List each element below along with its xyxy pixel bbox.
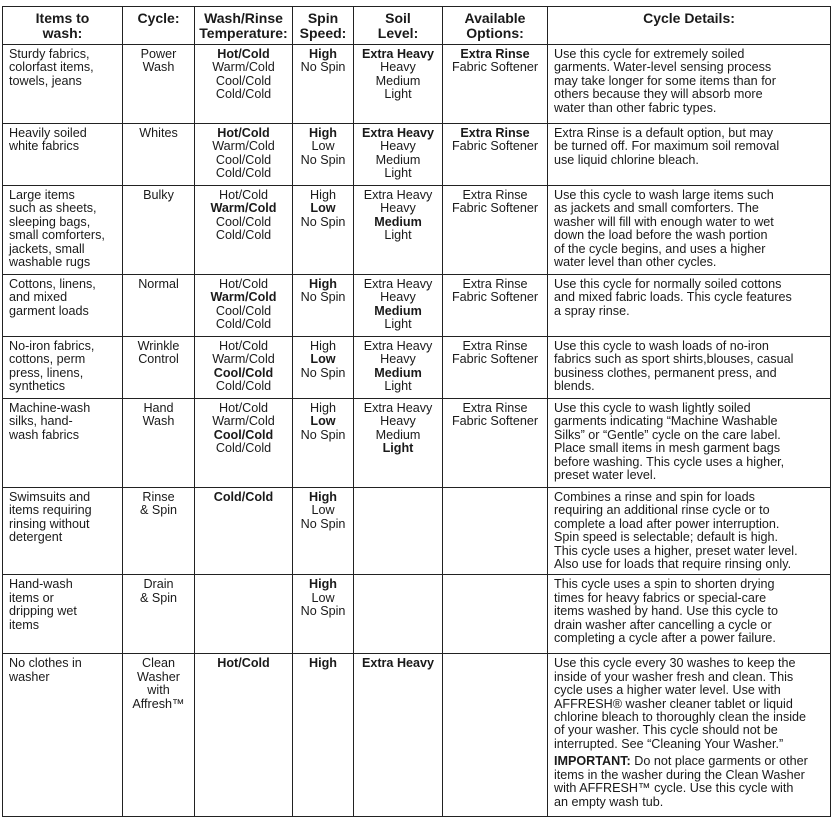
cycle-details-text bbox=[554, 402, 826, 482]
cycle-details-text bbox=[554, 578, 826, 645]
header-text: Level: bbox=[377, 25, 419, 41]
temperature-cell bbox=[195, 654, 293, 817]
header-soil-level bbox=[354, 7, 443, 45]
options-cell bbox=[443, 124, 548, 186]
cycle-line: Washer bbox=[137, 669, 180, 684]
cycle-details-cell bbox=[548, 275, 831, 337]
options-cell bbox=[443, 575, 548, 654]
temp-line: Cold/Cold bbox=[215, 228, 272, 243]
soil-line: Light bbox=[384, 166, 412, 181]
spin-line: High bbox=[309, 277, 337, 291]
cycle-line: Hand bbox=[143, 401, 174, 415]
spin-line: High bbox=[309, 656, 337, 671]
soil-line: Extra Heavy bbox=[363, 339, 433, 353]
temp-line: Warm/Cold bbox=[212, 414, 275, 429]
items-cell bbox=[3, 186, 123, 275]
details-line: Use this cycle to wash loads of no-iron bbox=[554, 339, 769, 353]
items-line: detergent bbox=[9, 530, 63, 545]
options-line: Fabric Softener bbox=[451, 290, 539, 305]
temp-line: Cool/Cold bbox=[213, 365, 274, 380]
temp-line: Hot/Cold bbox=[219, 277, 268, 291]
temp-line: Hot/Cold bbox=[217, 126, 270, 140]
details-line: preset water level. bbox=[554, 468, 657, 483]
cycle-cell bbox=[123, 488, 195, 575]
temperature-cell bbox=[195, 575, 293, 654]
cycle-cell bbox=[123, 186, 195, 275]
options-line: Extra Rinse bbox=[460, 126, 530, 140]
details-line: cycle uses a higher water level. Use with bbox=[554, 683, 781, 698]
cycle-details-cell bbox=[548, 186, 831, 275]
details-line: Use this cycle to wash large items such bbox=[554, 188, 774, 202]
details-line: of your washer. This cycle should not be bbox=[554, 723, 778, 738]
details-line: inside of your washer fresh and clean. This bbox=[554, 669, 794, 684]
soil-line: Extra Heavy bbox=[361, 47, 435, 61]
spin-speed-cell bbox=[293, 654, 354, 817]
spin-line: No Spin bbox=[300, 60, 346, 75]
temp-line: Cold/Cold bbox=[215, 317, 272, 332]
cycle-line: Normal bbox=[138, 277, 179, 291]
cycle-details-text bbox=[554, 340, 826, 394]
cycle-line: Rinse bbox=[142, 490, 175, 504]
items-line: Swimsuits and bbox=[9, 490, 91, 504]
items-cell bbox=[3, 575, 123, 654]
header-temperature bbox=[195, 7, 293, 45]
soil-level-cell bbox=[354, 124, 443, 186]
spin-line: Low bbox=[310, 201, 336, 216]
soil-level-cell bbox=[354, 654, 443, 817]
items-cell bbox=[3, 124, 123, 186]
spin-line: High bbox=[310, 401, 336, 415]
spin-speed-cell bbox=[293, 186, 354, 275]
header-items bbox=[3, 7, 123, 45]
details-line: as jackets and small comforters. The bbox=[554, 201, 759, 216]
items-cell bbox=[3, 399, 123, 488]
spin-line: No Spin bbox=[300, 604, 346, 619]
details-line: washer will fill with enough water to wet bbox=[554, 214, 774, 229]
details-line: Combines a rinse and spin for loads bbox=[554, 490, 755, 504]
soil-line: Extra Heavy bbox=[361, 656, 435, 671]
soil-level-cell bbox=[354, 488, 443, 575]
items-cell bbox=[3, 654, 123, 817]
soil-line: Medium bbox=[374, 214, 422, 229]
items-line: synthetics bbox=[9, 379, 65, 394]
spin-line: No Spin bbox=[300, 214, 346, 229]
details-line: may take longer for some items than for bbox=[554, 73, 776, 88]
details-line: Silks” or “Gentle” cycle on the care label. bbox=[554, 427, 781, 442]
header-text: Soil bbox=[385, 10, 411, 26]
soil-level-cell bbox=[354, 45, 443, 124]
cycle-details-text bbox=[554, 278, 826, 318]
cycle-cell bbox=[123, 275, 195, 337]
items-line: rinsing without bbox=[9, 516, 90, 531]
items-line: items bbox=[9, 617, 40, 632]
details-line: interrupted. See “Cleaning Your Washer.” bbox=[554, 736, 784, 751]
items-line: items requiring bbox=[9, 503, 92, 518]
items-line: such as sheets, bbox=[9, 201, 97, 216]
details-line: Spin speed is selectable; default is high. bbox=[554, 530, 779, 545]
temp-line: Warm/Cold bbox=[210, 290, 277, 305]
cycle-details-cell bbox=[548, 337, 831, 399]
spin-speed-cell bbox=[293, 45, 354, 124]
details-line: Use this cycle for normally soiled cottons bbox=[554, 277, 782, 291]
soil-level-cell bbox=[354, 399, 443, 488]
spin-line: Low bbox=[310, 414, 336, 429]
cycle-line: with bbox=[147, 683, 170, 698]
details-line: items washed by hand. Use this cycle to bbox=[554, 604, 778, 619]
soil-line: Heavy bbox=[380, 201, 416, 216]
items-line: washer bbox=[9, 669, 50, 684]
soil-line: Extra Heavy bbox=[363, 277, 433, 291]
spin-speed-cell bbox=[293, 399, 354, 488]
soil-line: Light bbox=[384, 228, 412, 243]
items-line: items or bbox=[9, 590, 54, 605]
details-line: Use this cycle for extremely soiled bbox=[554, 47, 745, 61]
cycle-line: Drain bbox=[143, 577, 174, 592]
cycle-line: & Spin bbox=[139, 503, 178, 518]
temp-line: Warm/Cold bbox=[212, 352, 275, 367]
temp-line: Warm/Cold bbox=[210, 201, 277, 216]
soil-line: Medium bbox=[374, 365, 422, 380]
items-line: Large items bbox=[9, 188, 75, 202]
spin-speed-cell bbox=[293, 575, 354, 654]
cycle-details-text bbox=[554, 127, 826, 167]
temp-line: Cool/Cold bbox=[215, 73, 272, 88]
table-row bbox=[3, 575, 831, 654]
items-line: Sturdy fabrics, bbox=[9, 47, 90, 61]
details-line: Use this cycle to wash lightly soiled bbox=[554, 401, 751, 415]
items-line: washable rugs bbox=[9, 255, 91, 270]
cycle-cell bbox=[123, 654, 195, 817]
items-line: and mixed bbox=[9, 290, 68, 305]
items-line: wash fabrics bbox=[9, 427, 79, 442]
table-row bbox=[3, 275, 831, 337]
items-line: Heavily soiled bbox=[9, 126, 87, 140]
header-text: Cycle: bbox=[137, 10, 180, 26]
cycle-details-text bbox=[554, 491, 826, 571]
items-cell bbox=[3, 488, 123, 575]
important-note bbox=[554, 755, 826, 809]
cycle-details-cell bbox=[548, 654, 831, 817]
cycle-line: Clean bbox=[142, 656, 175, 671]
spin-line: High bbox=[309, 577, 337, 592]
temp-line: Cold/Cold bbox=[213, 490, 274, 504]
details-line: water than other fabric types. bbox=[554, 100, 717, 115]
items-line: silks, hand- bbox=[9, 414, 73, 429]
details-line: fabrics such as sport shirts,blouses, casual bbox=[554, 352, 794, 367]
options-line: Fabric Softener bbox=[451, 352, 539, 367]
details-line: requiring an additional rinse cycle or to bbox=[554, 503, 770, 518]
table-row bbox=[3, 399, 831, 488]
note-line: with AFFRESH™ cycle. Use this cycle with bbox=[554, 781, 794, 796]
options-line: Fabric Softener bbox=[451, 414, 539, 429]
soil-line: Extra Heavy bbox=[363, 188, 433, 202]
cycle-cell bbox=[123, 575, 195, 654]
details-line: garments. Water-level sensing process bbox=[554, 60, 772, 75]
options-cell bbox=[443, 186, 548, 275]
options-cell bbox=[443, 399, 548, 488]
table-row bbox=[3, 654, 831, 817]
temp-line: Hot/Cold bbox=[219, 339, 268, 353]
temp-line: Warm/Cold bbox=[212, 60, 275, 75]
header-cycle-details bbox=[548, 7, 831, 45]
note-line bbox=[554, 755, 826, 768]
details-line: chlorine bleach to thoroughly clean the inside bbox=[554, 710, 807, 725]
options-cell bbox=[443, 654, 548, 817]
cycle-details-cell bbox=[548, 45, 831, 124]
options-line: Extra Rinse bbox=[462, 339, 528, 353]
soil-level-cell bbox=[354, 275, 443, 337]
table-row bbox=[3, 186, 831, 275]
temp-line: Hot/Cold bbox=[219, 188, 268, 202]
soil-level-cell bbox=[354, 337, 443, 399]
items-line: Cottons, linens, bbox=[9, 277, 96, 291]
cycle-line: & Spin bbox=[139, 590, 178, 605]
cycle-guide-table bbox=[2, 6, 831, 817]
options-cell bbox=[443, 488, 548, 575]
cycle-line: Bulky bbox=[143, 188, 174, 202]
temp-line: Cool/Cold bbox=[215, 214, 272, 229]
temperature-cell bbox=[195, 45, 293, 124]
note-line: an empty wash tub. bbox=[554, 794, 664, 809]
spin-speed-cell bbox=[293, 337, 354, 399]
details-line: Use this cycle every 30 washes to keep the bbox=[554, 656, 796, 671]
items-line: towels, jeans bbox=[9, 73, 82, 88]
temperature-cell bbox=[195, 399, 293, 488]
header-text: Temperature: bbox=[199, 25, 288, 41]
options-line: Extra Rinse bbox=[462, 188, 528, 202]
options-line: Fabric Softener bbox=[451, 60, 539, 75]
options-line: Extra Rinse bbox=[460, 47, 530, 61]
details-line: Place small items in mesh garment bags bbox=[554, 441, 781, 456]
options-line: Extra Rinse bbox=[462, 277, 528, 291]
items-line: sleeping bags, bbox=[9, 214, 91, 229]
cycle-details-cell bbox=[548, 575, 831, 654]
temperature-cell bbox=[195, 337, 293, 399]
cycle-line: Control bbox=[138, 352, 179, 367]
table-row bbox=[3, 45, 831, 124]
cycle-details-text bbox=[554, 657, 826, 751]
temp-line: Cold/Cold bbox=[215, 379, 272, 394]
details-line: of the cycle begins, and uses a higher bbox=[554, 241, 766, 256]
temp-line: Cool/Cold bbox=[213, 427, 274, 442]
details-line: be turned off. For maximum soil removal bbox=[554, 139, 780, 154]
items-line: Hand-wash bbox=[9, 577, 73, 592]
header-cycle bbox=[123, 7, 195, 45]
cycle-details-text bbox=[554, 189, 826, 269]
header-text: Items to bbox=[35, 10, 90, 26]
cycle-details-cell bbox=[548, 124, 831, 186]
soil-line: Light bbox=[384, 87, 412, 102]
items-line: press, linens, bbox=[9, 365, 84, 380]
items-cell bbox=[3, 337, 123, 399]
spin-line: High bbox=[310, 188, 336, 202]
details-line: and mixed fabric loads. This cycle features bbox=[554, 290, 792, 305]
cycle-cell bbox=[123, 337, 195, 399]
details-line: water level than other cycles. bbox=[554, 255, 717, 270]
soil-line: Heavy bbox=[380, 60, 416, 75]
note-line: items in the washer during the Clean Washer bbox=[554, 767, 805, 782]
header-text: Spin bbox=[307, 10, 339, 26]
header-text: Options: bbox=[466, 25, 524, 41]
options-line: Fabric Softener bbox=[451, 139, 539, 154]
temperature-cell bbox=[195, 275, 293, 337]
header-row bbox=[3, 7, 831, 45]
temp-line: Cool/Cold bbox=[215, 303, 272, 318]
options-cell bbox=[443, 337, 548, 399]
items-line: dripping wet bbox=[9, 604, 77, 619]
cycle-details-cell bbox=[548, 488, 831, 575]
details-line: garments indicating “Machine Washable bbox=[554, 414, 778, 429]
details-line: AFFRESH® washer cleaner tablet or liquid bbox=[554, 696, 793, 711]
spin-line: No Spin bbox=[300, 290, 346, 305]
soil-line: Medium bbox=[375, 152, 421, 167]
details-line: This cycle uses a higher, preset water level. bbox=[554, 543, 798, 558]
details-line: before washing. This cycle uses a higher, bbox=[554, 454, 785, 469]
details-line: times for heavy fabrics or special-care bbox=[554, 590, 767, 605]
cycle-line: Wash bbox=[142, 414, 175, 429]
soil-line: Heavy bbox=[380, 139, 416, 154]
temp-line: Cold/Cold bbox=[215, 87, 272, 102]
spin-line: No Spin bbox=[300, 152, 346, 167]
items-line: Machine-wash bbox=[9, 401, 91, 415]
important-label: IMPORTANT: bbox=[554, 754, 631, 769]
options-cell bbox=[443, 275, 548, 337]
details-line: completing a cycle after a power failure. bbox=[554, 631, 776, 646]
spin-speed-cell bbox=[293, 275, 354, 337]
soil-line: Light bbox=[384, 379, 412, 394]
items-line: white fabrics bbox=[9, 139, 79, 154]
header-options bbox=[443, 7, 548, 45]
note-text: Do not place garments or other bbox=[630, 754, 808, 769]
cycle-details-text bbox=[554, 48, 826, 115]
details-line: This cycle uses a spin to shorten drying bbox=[554, 577, 775, 592]
spin-line: High bbox=[309, 490, 337, 504]
header-spin-speed bbox=[293, 7, 354, 45]
details-line: Also use for loads that require rinsing only. bbox=[554, 557, 792, 572]
temperature-cell bbox=[195, 186, 293, 275]
spin-line: No Spin bbox=[300, 516, 346, 531]
header-text: Wash/Rinse bbox=[204, 10, 283, 26]
temp-line: Hot/Cold bbox=[219, 401, 268, 415]
soil-level-cell bbox=[354, 575, 443, 654]
items-line: garment loads bbox=[9, 303, 89, 318]
soil-line: Heavy bbox=[380, 290, 416, 305]
details-line: use liquid chlorine bleach. bbox=[554, 152, 699, 167]
details-line: Extra Rinse is a default option, but may bbox=[554, 126, 774, 140]
temp-line: Cool/Cold bbox=[215, 152, 272, 167]
spin-line: Low bbox=[310, 352, 336, 367]
items-line: colorfast items, bbox=[9, 60, 94, 75]
spin-speed-cell bbox=[293, 124, 354, 186]
items-line: jackets, small bbox=[9, 241, 85, 256]
details-line: blends. bbox=[554, 379, 595, 394]
cycle-cell bbox=[123, 45, 195, 124]
temperature-cell bbox=[195, 124, 293, 186]
header-text: Speed: bbox=[299, 25, 347, 41]
items-line: No clothes in bbox=[9, 656, 82, 671]
details-line: drain washer after cancelling a cycle or bbox=[554, 617, 772, 632]
details-line: business clothes, permanent press, and bbox=[554, 365, 777, 380]
spin-line: No Spin bbox=[300, 365, 346, 380]
temperature-cell bbox=[195, 488, 293, 575]
soil-line: Extra Heavy bbox=[361, 126, 435, 140]
details-line: down the load before the wash portion bbox=[554, 228, 768, 243]
soil-line: Extra Heavy bbox=[363, 401, 433, 415]
header-text: Cycle Details: bbox=[643, 10, 735, 26]
cycle-cell bbox=[123, 124, 195, 186]
details-line: complete a load after power interruption. bbox=[554, 516, 780, 531]
temp-line: Cold/Cold bbox=[215, 441, 272, 456]
options-cell bbox=[443, 45, 548, 124]
soil-level-cell bbox=[354, 186, 443, 275]
items-line: small comforters, bbox=[9, 228, 105, 243]
spin-line: High bbox=[309, 47, 337, 61]
table-row bbox=[3, 488, 831, 575]
temp-line: Hot/Cold bbox=[217, 47, 270, 61]
table-row bbox=[3, 337, 831, 399]
cycle-line: Power bbox=[140, 47, 177, 61]
temp-line: Warm/Cold bbox=[212, 139, 275, 154]
details-line: a spray rinse. bbox=[554, 303, 630, 318]
spin-line: High bbox=[309, 126, 337, 140]
spin-speed-cell bbox=[293, 488, 354, 575]
spin-line: Low bbox=[311, 139, 335, 154]
cycle-details-cell bbox=[548, 399, 831, 488]
cycle-line: Affresh™ bbox=[132, 696, 185, 711]
soil-line: Medium bbox=[375, 73, 421, 88]
temp-line: Hot/Cold bbox=[217, 656, 270, 671]
cycle-line: Wrinkle bbox=[137, 339, 180, 353]
items-line: No-iron fabrics, bbox=[9, 339, 95, 353]
cycle-cell bbox=[123, 399, 195, 488]
soil-line: Medium bbox=[374, 303, 422, 318]
soil-line: Heavy bbox=[380, 352, 416, 367]
soil-line: Light bbox=[382, 441, 414, 456]
options-line: Fabric Softener bbox=[451, 201, 539, 216]
soil-line: Heavy bbox=[380, 414, 416, 429]
cycle-line: Wash bbox=[142, 60, 175, 75]
details-line: others because they will absorb more bbox=[554, 87, 763, 102]
spin-line: Low bbox=[311, 590, 335, 605]
cycle-line: Whites bbox=[139, 126, 178, 140]
soil-line: Medium bbox=[375, 427, 421, 442]
items-line: cottons, perm bbox=[9, 352, 86, 367]
spin-line: No Spin bbox=[300, 427, 346, 442]
cycle-guide bbox=[2, 6, 830, 817]
spin-line: Low bbox=[311, 503, 335, 518]
temp-line: Cold/Cold bbox=[215, 166, 272, 181]
soil-line: Light bbox=[384, 317, 412, 332]
table-row bbox=[3, 124, 831, 186]
items-cell bbox=[3, 275, 123, 337]
options-line: Extra Rinse bbox=[462, 401, 528, 415]
header-text: wash: bbox=[42, 25, 83, 41]
header-text: Available bbox=[464, 10, 526, 26]
spin-line: High bbox=[310, 339, 336, 353]
items-cell bbox=[3, 45, 123, 124]
